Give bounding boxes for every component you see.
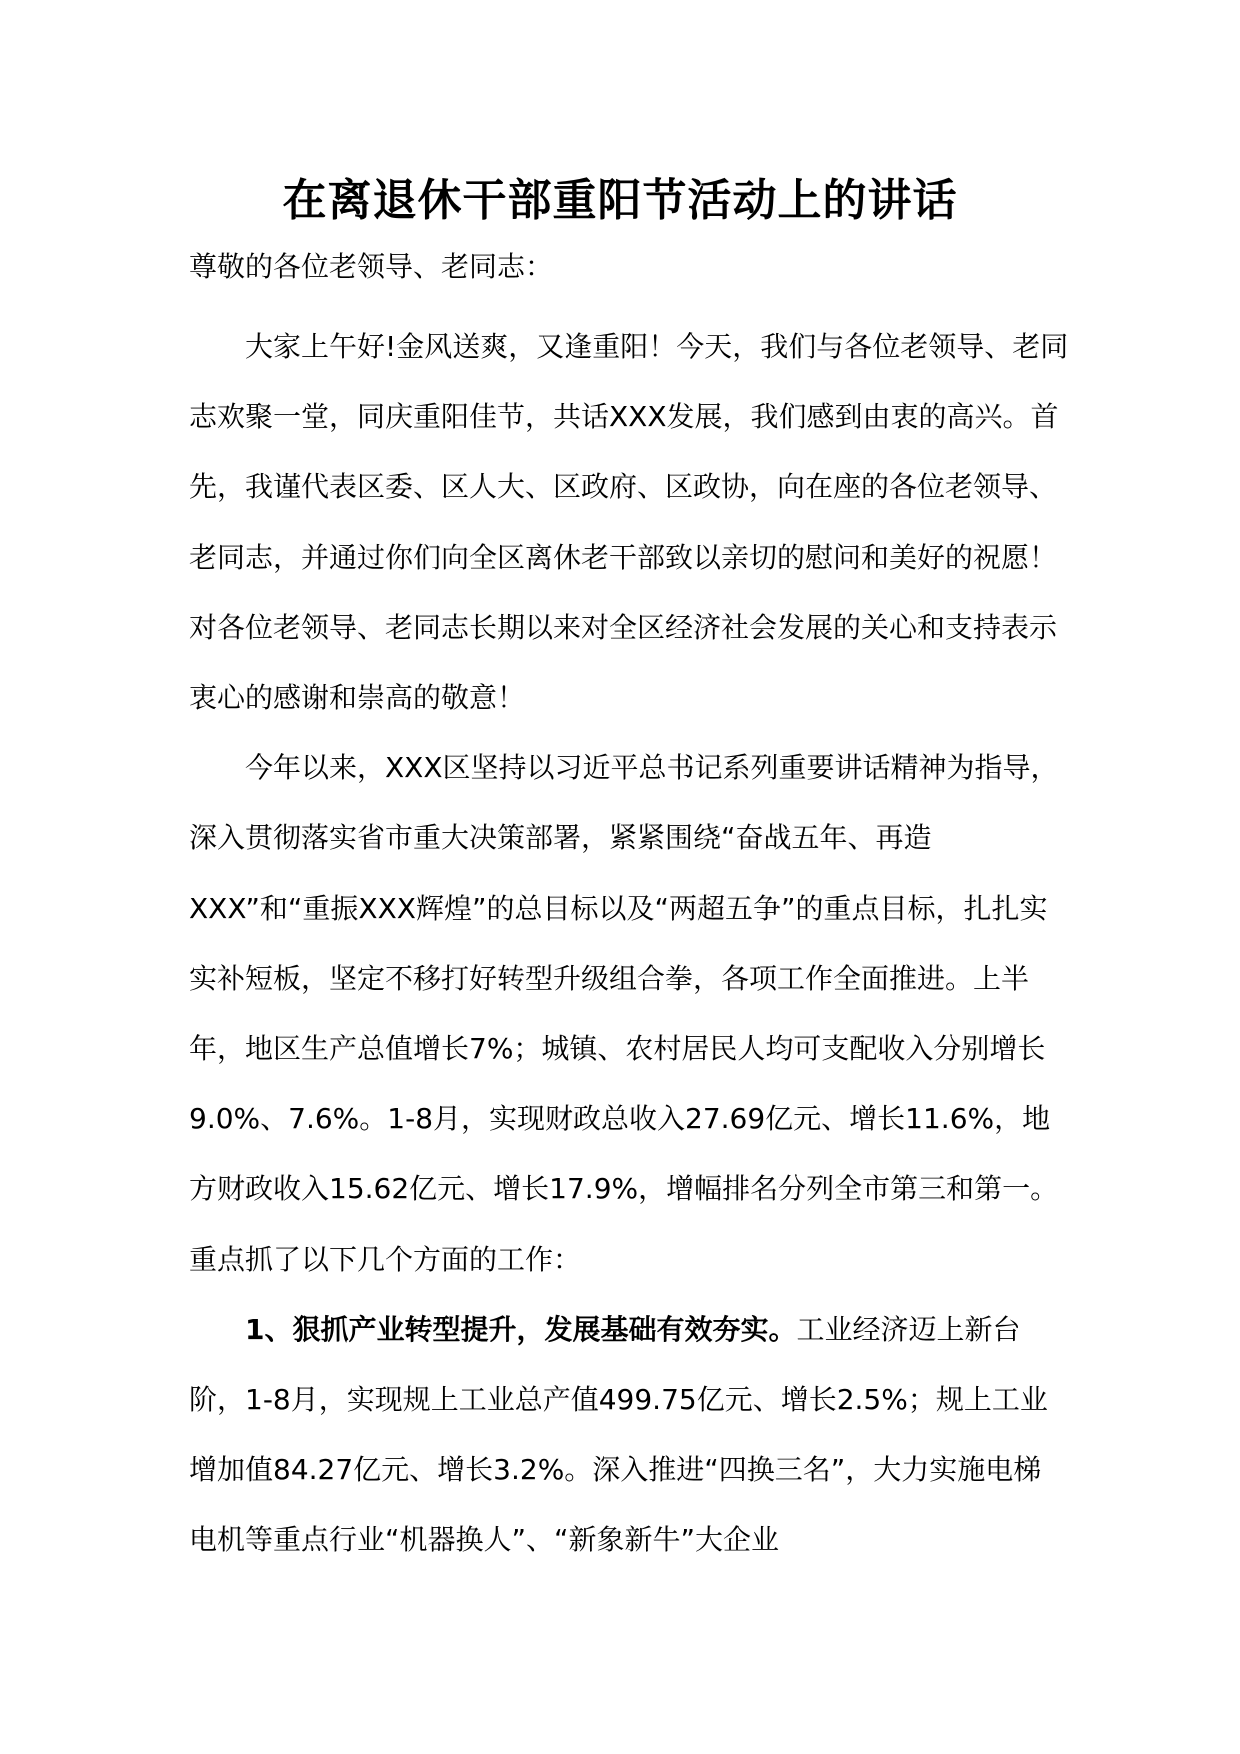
paragraph-text: 工业经济迈上新台阶，1-8月，实现规上工业总产值499.75亿元、增长2.5%；规上工业增加值84.27亿元、增长3.2%。深入推进“四换三名”，大力实施电梯电机等重点行业“机器换人”、“新象新牛”大企业 <box>189 1312 1048 1557</box>
paragraph-text: 大家上午好!金风送爽，又逢重阳！今天，我们与各位老领导、老同志欢聚一堂，同庆重阳佳节，共话XXX发展，我们感到由衷的高兴。首先，我谨代表区委、区人大、区政府、区政协，向在座的各位老领导、老同志，并通过你们向全区离休老干部致以亲切的慰问和美好的祝愿！对各位老领导、老同志长期以来对全区经济社会发展的关心和支持表示衷心的感谢和崇高的敬意！ <box>189 330 1069 715</box>
paragraph-lead-heading: 1、狠抓产业转型提升，发展基础有效夯实。 <box>245 1312 797 1346</box>
paragraph-text: 今年以来，XXX区坚持以习近平总书记系列重要讲话精神为指导，深入贯彻落实省市重大决策部署，紧紧围绕“奋战五年、再造XXX”和“重振XXX辉煌”的总目标以及“两超五争”的重点目标，扎扎实实补短板，坚定不移打好转型升级组合拳，各项工作全面推进。上半年，地区生产总值增长7%；城镇、农村居民人均可支配收入分别增长9.0%、7.6%。1-8月，实现财政总收入27.69亿元、增长11.6%，地方财政收入15.62亿元、增长17.9%，增幅排名分列全市第三和第一。重点抓了以下几个方面的工作： <box>189 751 1059 1276</box>
salutation: 尊敬的各位老领导、老同志： <box>189 250 554 283</box>
paragraph-industry <box>189 1295 1069 1576</box>
paragraph-progress <box>189 733 1069 1295</box>
paragraph-greeting <box>189 312 1069 733</box>
document-body <box>189 312 1069 1576</box>
document-title: 在离退休干部重阳节活动上的讲话 <box>282 175 958 226</box>
